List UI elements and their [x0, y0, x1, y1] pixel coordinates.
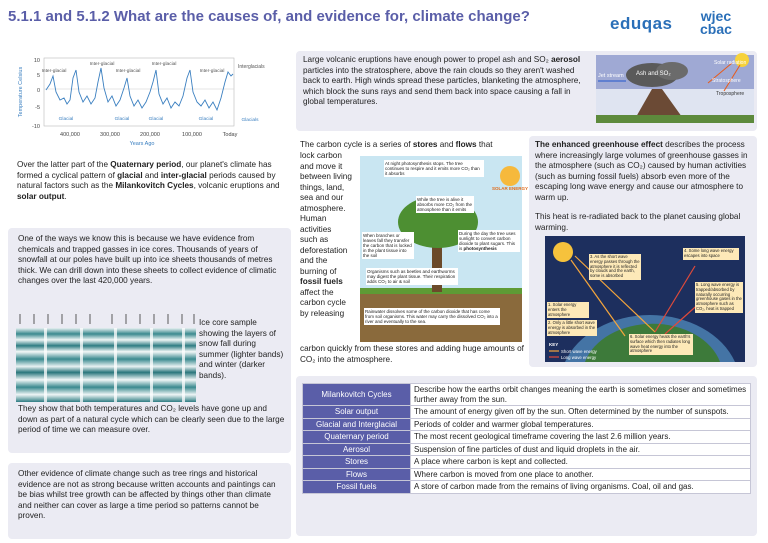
- carbon-cycle-side-text: [300, 151, 360, 319]
- text-run: that: [476, 140, 493, 149]
- alive-label: While the tree is alive it absorbs more CO₂ from the atmosphere than it emits: [417, 197, 473, 212]
- carbon-cycle-line1: [300, 140, 530, 151]
- side-line: such as: [300, 235, 329, 244]
- gh-label-3: 3. As the short wave energy passes through the atmosphere it is reflected by clouds and the earth, some is absorbed: [590, 254, 640, 279]
- text-run: , volcanic eruptions and: [193, 181, 280, 190]
- interglacial-label: Inter-glacial: [199, 69, 225, 74]
- keyword-enhanced-greenhouse: The enhanced greenhouse effect: [535, 140, 663, 149]
- x-tick: 300,000: [100, 132, 120, 138]
- volcanic-text: [303, 55, 593, 108]
- keyword-row: [303, 481, 751, 494]
- keyword-glacial: glacial: [117, 170, 143, 180]
- side-line: between living: [300, 172, 352, 181]
- sun-icon: [500, 166, 520, 186]
- ice-core-bands: [16, 328, 196, 402]
- other-evidence-box: [8, 463, 291, 539]
- keyword-term: Aerosol: [303, 443, 411, 456]
- gh-label-5: 5. Long wave energy is trapped/absorbed by naturally occurring greenhouse gases in the atmosphere such as CO₂, heat is trapped: [696, 282, 742, 311]
- interglacial-label: Inter-glacial: [151, 62, 177, 67]
- y-tick: 0: [36, 88, 40, 94]
- interglacial-label: Inter-glacial: [41, 69, 67, 74]
- text-run: , our planet's climate has formed a cyclical pattern of: [17, 160, 272, 180]
- keyword-definition: The amount of energy given off by the sun. Often determined by the number of sunspots.: [411, 406, 751, 419]
- volcanic-box: [296, 51, 757, 131]
- text-run: periods caused by natural factors such as the: [17, 170, 276, 190]
- ice-core-conclusion: They show that both temperatures and CO₂ levels have gone up and down as part of a natural cycle which can be clearly seen due to the large period of time we can measure over.: [18, 404, 285, 434]
- chart-xlabel: Years Ago: [129, 141, 155, 147]
- greenhouse-diagram: [545, 236, 745, 362]
- keyword-definition: A store of carbon made from the remains of living organisms. Coal, oil and gas.: [411, 481, 751, 494]
- ice-core-caption: Ice core sample showing the layers of snow fall during summer (lighter bands) and winter (darker bands).: [199, 318, 284, 380]
- keyword-solar-output: solar output: [17, 191, 65, 201]
- troposphere-label: Troposphere: [716, 91, 745, 97]
- keyword-flows: flows: [455, 140, 477, 149]
- side-line: affect the: [300, 287, 334, 297]
- keyword-definition: Describe how the earths orbit changes meaning the earth is sometimes closer and sometimes further away from the sun.: [411, 384, 751, 406]
- y-tick: 10: [33, 58, 40, 64]
- side-line: Human: [300, 214, 327, 223]
- wjec-logo: [700, 10, 732, 36]
- keywords-box: [296, 376, 757, 536]
- side-line: things, land,: [300, 182, 345, 192]
- keywords-table: [302, 383, 751, 494]
- x-tick: 200,000: [140, 132, 160, 138]
- gh-key-long: Long wave energy: [561, 355, 597, 360]
- keyword-quaternary: Quaternary period: [110, 160, 182, 169]
- keyword-milankovitch: Milankovitch Cycles: [115, 181, 194, 190]
- sun-icon: [553, 242, 573, 262]
- solar-energy-label: SOLAR ENERGY: [492, 186, 529, 191]
- side-line: sea and our: [300, 193, 344, 202]
- keyword-definition: A place where carbon is kept and collected.: [411, 456, 751, 469]
- interglacial-label: Inter-glacial: [115, 69, 141, 74]
- keyword-row: [303, 443, 751, 456]
- greenhouse-box: [529, 136, 757, 367]
- side-line: carbon cycle: [300, 298, 346, 307]
- text-run: and: [142, 170, 161, 180]
- carbon-cycle-diagram: [360, 156, 529, 342]
- eduqas-logo: eduqas: [610, 14, 673, 33]
- keyword-row: [303, 406, 751, 419]
- keyword-term: Solar output: [303, 406, 411, 419]
- solar-radiation-label: Solar radiation: [714, 60, 747, 66]
- side-line: and move it: [300, 161, 343, 171]
- interglacials-legend: Interglacials: [238, 64, 265, 70]
- quaternary-paragraph: [17, 160, 287, 202]
- side-line: and the: [300, 256, 328, 265]
- gh-label-6: 6. Solar energy heats the earth's surface which then radiates long wave heat energy into the atmosphere: [629, 334, 693, 355]
- keyword-definition: The most recent geological timeframe covering the last 2.6 million years.: [411, 431, 751, 444]
- keyword-row: [303, 468, 751, 481]
- y-tick: -10: [32, 124, 40, 130]
- carbon-cycle-bottom: carbon quickly from these stores and adding huge amounts of CO₂ into the atmosphere.: [300, 344, 524, 364]
- x-tick: 400,000: [60, 132, 80, 138]
- keyword-term: Fossil fuels: [303, 481, 411, 494]
- gh-label-1: 1. Solar energy enters the atmosphere: [547, 302, 589, 318]
- keyword-row: [303, 456, 751, 469]
- gh-key-label: KEY: [549, 342, 559, 347]
- page-title: 5.1.1 and 5.1.2 What are the causes of, and evidence for, climate change?: [8, 8, 530, 25]
- keyword-aerosol: aerosol: [551, 55, 581, 64]
- ice-core-image: [14, 312, 198, 404]
- glacials-legend: Glacials: [241, 118, 259, 123]
- text-run: Large volcanic eruptions have enough power to propel ash and SO₂: [303, 55, 552, 64]
- glacial-label: Glacial: [58, 117, 74, 122]
- branches-label: When branches or leaves fall they transfer the carbon that is locked in the plant tissue into the soil: [362, 232, 414, 259]
- ash-so2-label: Ash and SO₂: [636, 71, 671, 77]
- stratosphere-label: Stratosphere: [712, 78, 741, 84]
- keyword-stores: stores: [412, 140, 438, 149]
- text-run: Over the latter part of the: [17, 160, 111, 169]
- greenhouse-reradiated: This heat is re-radiated back to the planet causing global warming.: [535, 212, 741, 232]
- day-label: During the day the tree uses sunlight to convert carbon dioxide to plant sugars. This is photosynthesis: [458, 230, 520, 252]
- x-tick: Today: [222, 132, 238, 138]
- chart-ylabel: Temperature Celsius: [18, 66, 24, 118]
- wjec-logo-line1: wjec: [700, 8, 732, 24]
- text-run: The carbon cycle is a series of: [300, 140, 413, 149]
- keyword-term: Stores: [303, 456, 411, 469]
- keyword-term: Milankovitch Cycles: [303, 384, 411, 406]
- keyword-term: Flows: [303, 468, 411, 481]
- rainwater-label: Rainwater dissolves some of the carbon dioxide that has come from soil organisms. This water may carry the dissolved CO₂ into a river and eventually to the sea.: [364, 308, 500, 325]
- text-run: describes the process where increasingly large volumes of greenhouse gasses in the atmosphere (such as CO₂) caused by human activities (such as burning fossil fuels) absorb even more of the escaping long wave energy and cause our atmosphere to warm up.: [535, 140, 748, 202]
- volcano-diagram: [596, 55, 754, 123]
- keyword-fossil-fuels: fossil fuels: [300, 277, 343, 286]
- y-tick: 5: [36, 73, 40, 79]
- side-line: activities: [300, 224, 332, 234]
- temperature-chart: [6, 52, 288, 148]
- text-run: and: [437, 140, 456, 149]
- y-tick: -5: [35, 105, 40, 111]
- keyword-photosynthesis: photosynthesis: [463, 246, 497, 251]
- keyword-definition: Suspension of fine particles of dust and liquid droplets in the air.: [411, 443, 751, 456]
- gh-label-4: 4. Some long wave energy escapes into space: [683, 248, 739, 260]
- side-line: deforestation: [300, 245, 348, 255]
- side-line: lock carbon: [300, 151, 342, 160]
- side-line: by releasing: [300, 308, 345, 318]
- keyword-row: [303, 384, 751, 406]
- side-line: atmosphere.: [300, 203, 346, 213]
- keyword-definition: Where carbon is moved from one place to another.: [411, 468, 751, 481]
- gh-label-2: 2. Only a little short wave energy is absorbed in the atmosphere: [548, 320, 596, 335]
- glacial-label: Glacial: [148, 117, 164, 122]
- keyword-definition: Periods of colder and warmer global temperatures.: [411, 418, 751, 431]
- glacial-label: Glacial: [198, 117, 214, 122]
- greenhouse-text: [535, 140, 753, 203]
- keyword-row: [303, 431, 751, 444]
- interglacial-label: Inter-glacial: [89, 62, 115, 67]
- text-run: particles into the stratosphere, above the rain clouds so they aren't washed back to earth. High winds spread these particles, blanketing the atmosphere, which block the suns rays and send them back into space causing a fall in global temperatures.: [303, 65, 581, 106]
- text-run: .: [64, 191, 67, 201]
- wjec-logo-line2: cbac: [700, 21, 732, 37]
- ice-core-intro: One of the ways we know this is because we have evidence from chemicals and trapped gasses in ice cores. Thousands of years of snowfall at our poles have built up into ice sheets thousands of metres thick. We can drill down into these sheets to collect evidence of climatic changes over the last 420,000 years.: [18, 234, 277, 285]
- gh-key-short: Short wave energy: [561, 349, 597, 354]
- keyword-term: Glacial and Interglacial: [303, 418, 411, 431]
- keyword-term: Quaternary period: [303, 431, 411, 444]
- glacial-label: Glacial: [114, 117, 130, 122]
- side-line: burning of: [300, 266, 337, 276]
- x-tick: 100,000: [182, 132, 202, 138]
- other-evidence-text: Other evidence of climate change such as tree rings and historical evidence are not as strong because written accounts and paintings can be bias whilst tree growth can be affected by things other than climate and neither can cover as large a time period so patterns cannot be proven.: [18, 469, 276, 520]
- ice-core-box: [8, 228, 291, 453]
- jet-stream-label: Jet stream: [598, 73, 624, 79]
- keyword-interglacial: inter-glacial: [160, 170, 207, 180]
- keyword-row: [303, 418, 751, 431]
- night-label: At night photosynthesis stops. The tree continues to respire and it emits more CO₂ than it absorbs: [384, 160, 484, 177]
- organisms-label: Organisms such as beetles and earthworms may digest the plant tissue. Their respiration adds CO₂ to air & soil: [366, 268, 458, 285]
